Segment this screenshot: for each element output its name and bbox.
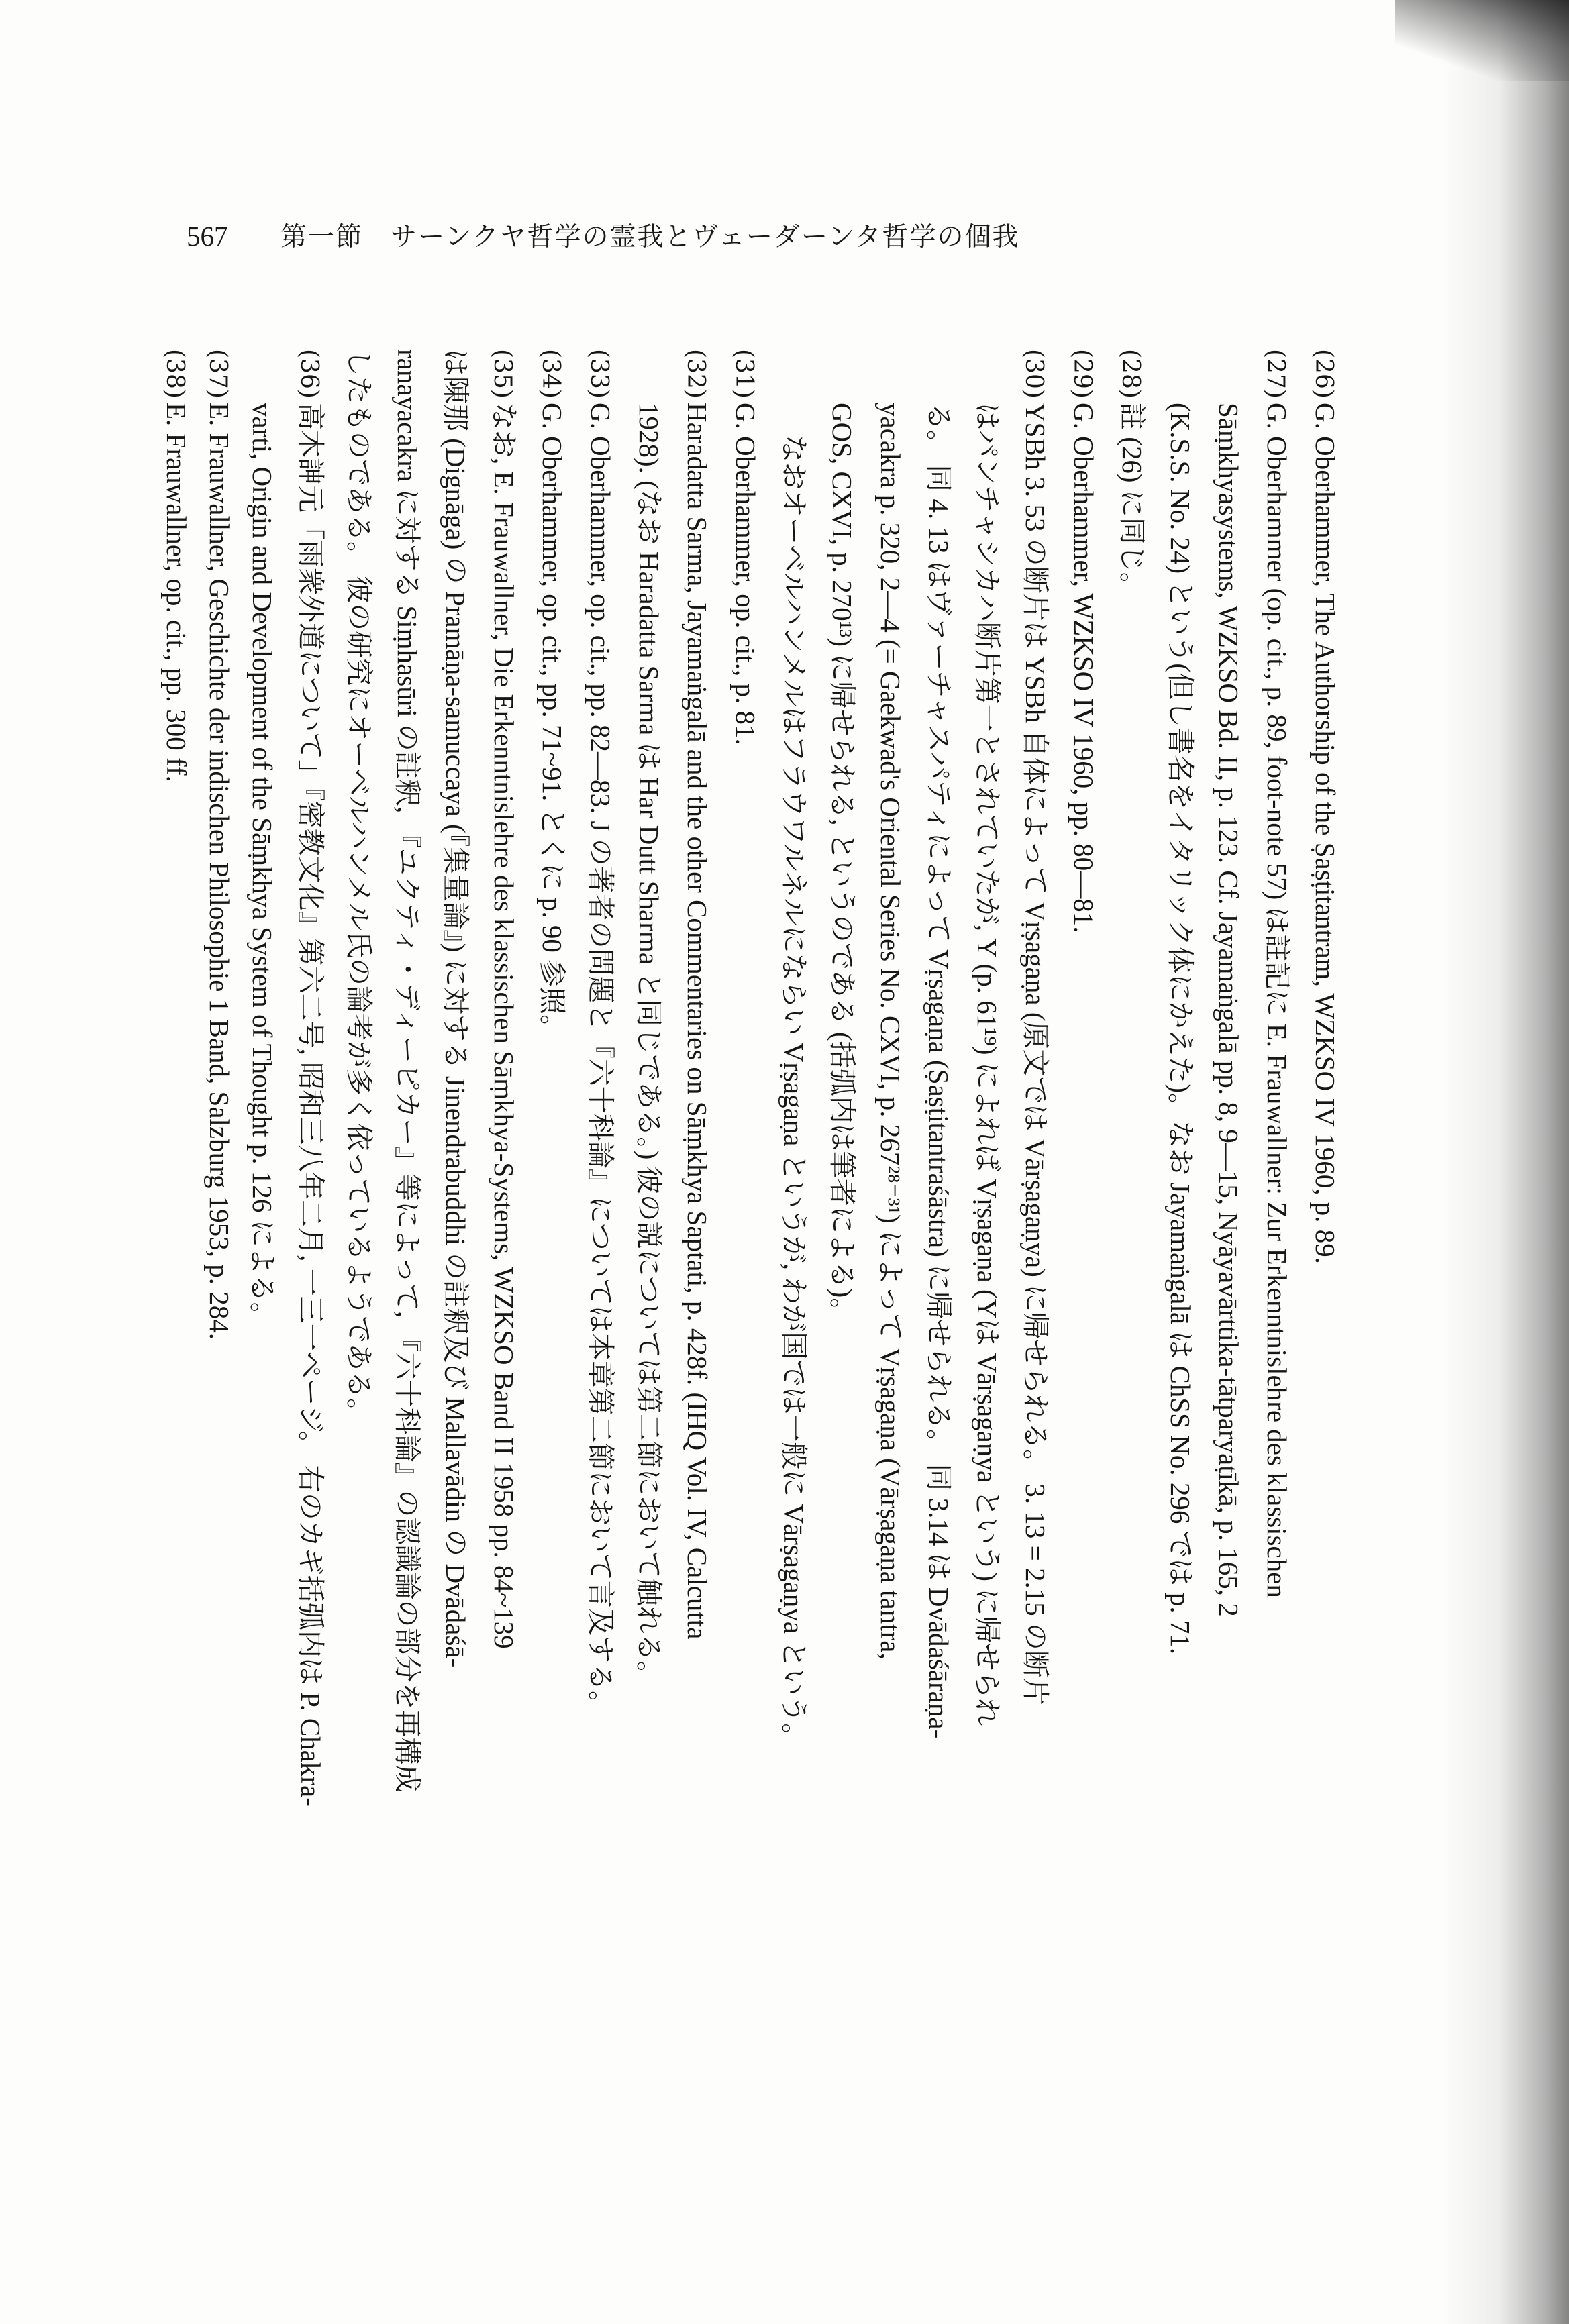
footnote-text: G. Oberhammer, op. cit., pp. 71~91. とくに p. 90 参照。 [537,403,568,1043]
footnote-32-line-2: 1928). (なお Haradatta Sarma は Har Dutt Sharma と同じである。) 彼の説については第二節において触れる。 [634,403,664,1689]
footnote-number: (36) [295,349,323,399]
footnote-35-line-2: は陳那 (Dignāga) の Pramāṇa-samuccaya (『集量論』) に対する Jinendrabuddhi の註釈及び Mallavādin の Dvādaśā- [440,349,471,1668]
footnote-text: G. Oberhammer, op. cit., p. 81. [730,403,761,745]
footnote-36-line-2: varti, Origin and Development of the Sāṃkhya System of Thought p. 126 による。 [247,403,278,1330]
footnote-30-line-2: はパンチャシカハ断片第一とされていたが, Y (p. 61¹⁹) によれば Vṛṣagaṇa (Yは Vārṣagaṇya という) に帰せられ [972,403,1003,1726]
footnote-27-line-2: Sāṃkhyasystems, WZKSO Bd. II, p. 123. Cf. Jayamaṅgalā pp. 8, 9—15, Nyāyavārttika-tātparyaṭīkā, p. 165, 2 [1213,403,1244,1617]
footnote-38 [162,349,190,782]
footnote-number: (31) [730,349,758,399]
footnote-number: (28) [1117,349,1144,399]
footnote-number: (30) [1020,349,1048,399]
footnote-number: (34) [537,349,564,399]
footnote-text: E. Frauwallner, op. cit., pp. 300 ff. [161,403,192,782]
footnote-number: (33) [585,349,613,399]
footnote-number: (35) [489,349,516,399]
footnote-32 [683,349,711,1639]
footnote-number: (29) [1068,349,1096,399]
footnote-28 [1118,349,1146,600]
footnote-37 [205,349,233,1340]
footnote-number: (37) [204,349,232,399]
footnote-35 [490,349,517,1649]
footnote-26 [1311,349,1339,1264]
running-title: 第一節 サーンクヤ哲学の霊我とヴェーダーンタ哲学の個我 [281,222,1020,252]
footnote-number: (27) [1262,349,1289,399]
footnote-text: G. Oberhammer, op. cit., pp. 82—83. J の著者の問題と『六十科論』については本章第二節において言及する。 [585,403,616,1718]
scan-edge-shadow [1441,0,1569,2324]
footnote-27-line-3: (K.S.S. No. 24) という(但し書名をイタリック体にかえた)。なお Jayamaṅgalā は ChSS No. 296 では p. 71. [1165,403,1196,1655]
footnote-number: (26) [1310,349,1337,399]
footnote-text: Haradatta Sarma, Jayamaṅgalā and the other Commentaries on Sāṃkhya Saptati, p. 428f. (IHQ Vol. IV, Calcutta [682,403,713,1640]
footnote-30 [1021,349,1049,1705]
footnote-30-line-4: yacakra p. 320, 2—4 (= Gaekwad's Oriental Series No. CXVI, p. 267²⁸⁻³¹) によって Vṛṣagaṇa (Vārṣagaṇa tantra, [875,403,906,1660]
footnote-text: G. Oberhammer (op. cit., p. 89, foot-note 57) は註記に E. Frauwallner: Zur Erkenntnislehre des klassischen [1262,403,1293,1598]
footnote-30-line-3: る。 同 4. 13 はヴァーチャスパティによって Vṛṣagaṇa (Ṣaṣṭitantraśāstra) に帰せられる。 同 3.14 は Dvādaśāraṇa- [923,403,954,1739]
footnote-34 [538,349,566,1042]
footnote-text: なお, E. Frauwallner, Die Erkenntnislehre des klassischen Sāṃkhya-Systems, WZKSO Band II 1958 pp. 84~139 [489,403,519,1649]
footnote-30-line-5: GOS, CXVI, p. 270¹³) に帰せられる, というのである (括弧内は筆者による)。 [827,403,858,1326]
page-number: 567 [187,221,228,252]
footnote-33 [587,349,614,1718]
running-header [187,216,1193,256]
footnote-29 [1070,349,1097,933]
footnotes [158,349,1339,2187]
footnote-36 [297,349,324,1807]
footnote-text: YSBh 3. 53 の断片は YSBh 自体によって Vṛṣagaṇa (原文では Vārṣagaṇya) に帰せられる。 3. 13 = 2.15 の断片 [1020,403,1051,1706]
footnote-text: 高木訷元「雨衆外道について」『密教文化』第六二号, 昭和三八年二月, 一三一ページ。 右のカギ括弧内は P. Chakra- [295,403,326,1807]
footnote-35-line-3: ranayacakra に対する Siṃhasūri の註釈, 『ユクティ・ディーピカー』等によって, 『六十科論』の認識論の部分を再構成 [392,349,423,1793]
footnote-number: (38) [161,349,189,399]
footnote-number: (32) [682,349,709,399]
footnote-text: G. Oberhammer, WZKSO IV 1960, pp. 80—81. [1068,403,1099,933]
footnote-30-extra: なおオーベルハンメルはフラウワルネルにならい Vṛṣagaṇa というが, わが国では一般に Vārṣagaṇya という。 [778,435,809,1751]
footnote-31 [731,349,759,745]
footnote-27 [1262,349,1293,1598]
rotated-text-block [158,349,1339,2187]
footnote-35-line-4: したものである。 彼の研究にオーベルハンメル氏の論考が多く依っているようである。 [344,349,374,1426]
scan-corner-shadow [1395,0,1569,81]
footnote-text: G. Oberhammer, The Authorship of the Ṣaṣṭitantram, WZKSO IV 1960, p. 89. [1310,403,1341,1264]
footnote-text: 註 (26) に同じ。 [1117,403,1148,600]
footnote-text: E. Frauwallner, Geschichte der indischen Philosophie 1 Band, Salzburg 1953, p. 284. [204,403,235,1340]
